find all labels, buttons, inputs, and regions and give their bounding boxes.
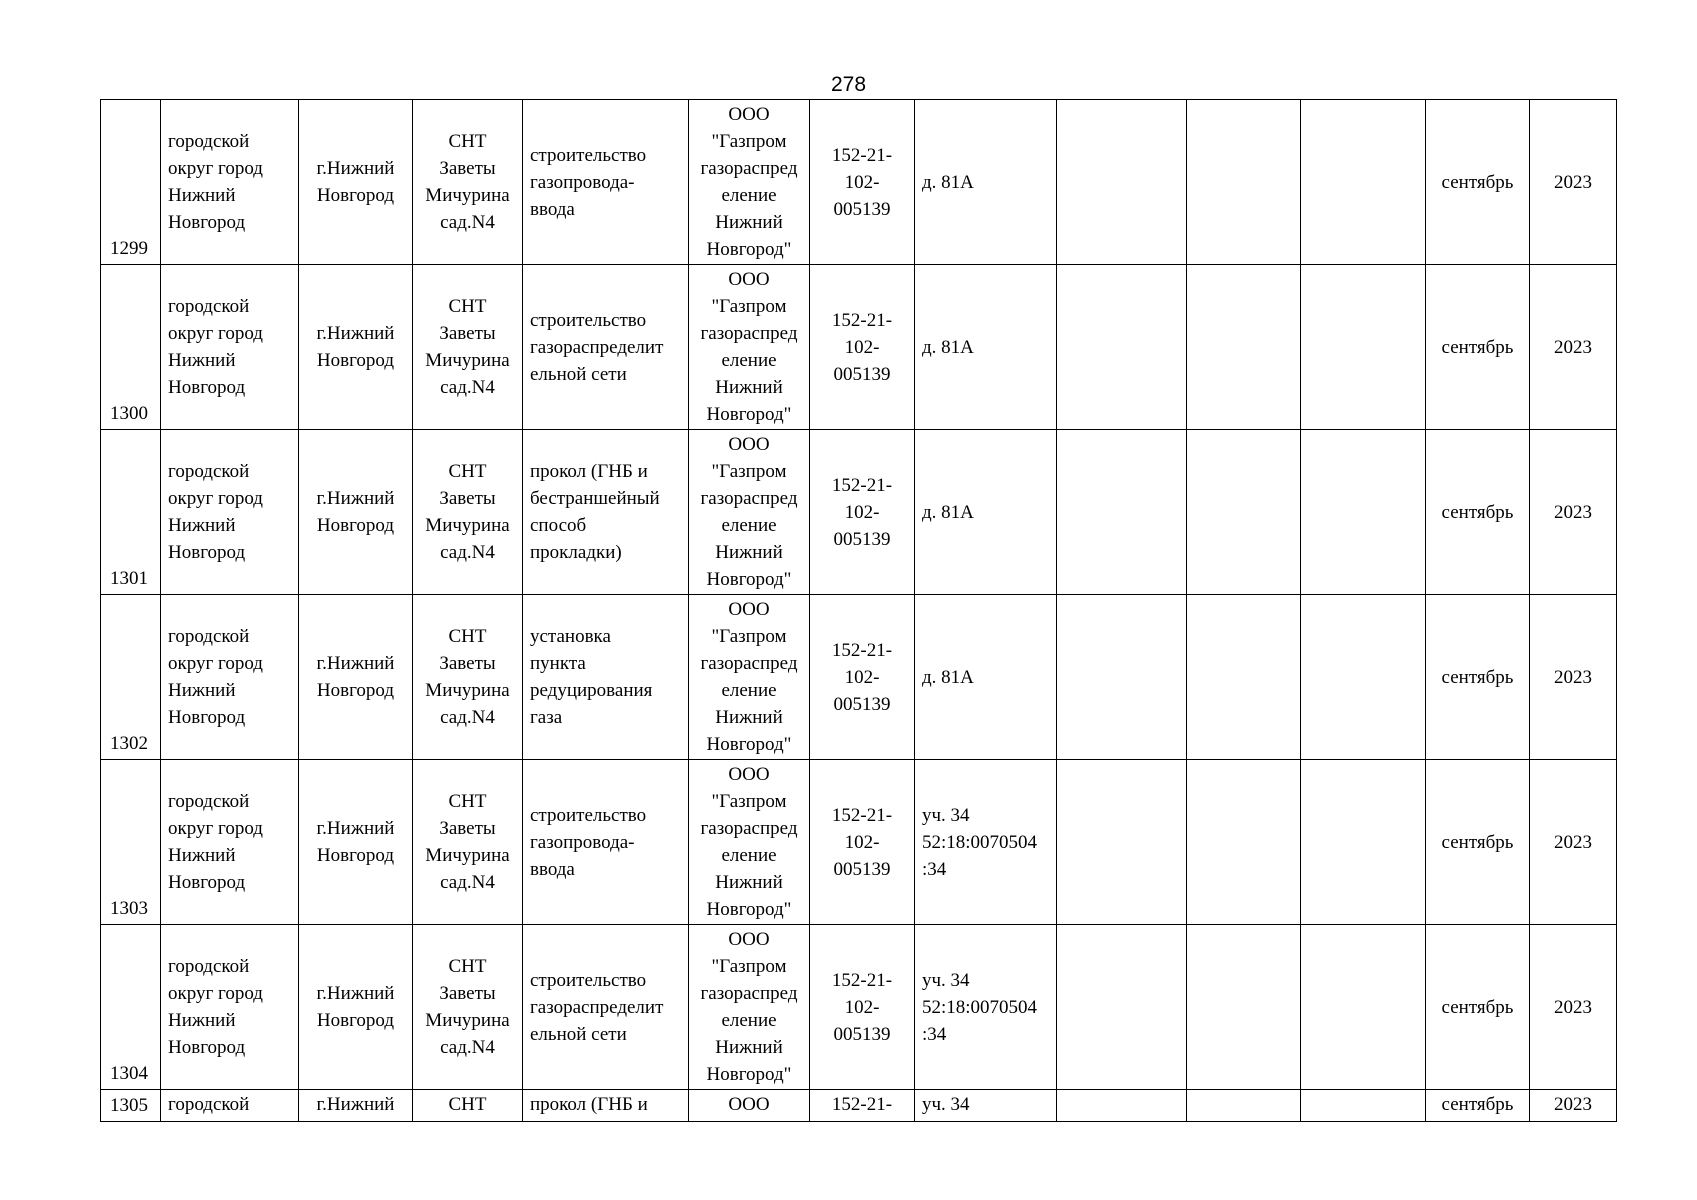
row-number-cell: 1304	[101, 925, 161, 1090]
empty-cell	[1187, 100, 1301, 265]
cell-text-line: Мичурина	[425, 845, 510, 866]
work-type-cell	[523, 595, 689, 760]
cell-text-line: ООО	[728, 764, 770, 785]
empty-cell	[1301, 100, 1426, 265]
cell-text-line: Заветы	[439, 983, 496, 1004]
cell-text-line: Заветы	[439, 818, 496, 839]
cell-text-line: Заветы	[439, 158, 496, 179]
municipality-cell	[161, 925, 299, 1090]
cell-text-line: г.Нижний	[316, 323, 395, 344]
cell-text-line: прокол (ГНБ и	[530, 461, 648, 482]
cell-text-line: газопровода-	[530, 831, 635, 853]
year-cell: 2023	[1530, 595, 1617, 760]
cell-text-line: Мичурина	[425, 350, 510, 371]
page-number: 278	[830, 73, 867, 96]
street-cell	[413, 100, 523, 265]
work-type-cell	[523, 760, 689, 925]
empty-cell	[1057, 760, 1187, 925]
cell-text-line: 152-21-	[831, 144, 893, 166]
year-cell: 2023	[1530, 1090, 1617, 1122]
table-row	[101, 1090, 1617, 1122]
row-number-cell: 1302	[101, 595, 161, 760]
cell-text-line: Новгород"	[706, 569, 792, 590]
cell-text-line: установка	[530, 626, 611, 647]
empty-cell	[1301, 595, 1426, 760]
empty-cell	[1187, 1090, 1301, 1122]
cell-text-line: еление	[721, 845, 777, 866]
municipality-cell	[161, 265, 299, 430]
cell-text-line: Новгород	[168, 542, 246, 563]
cell-text-line: Новгород	[316, 1010, 395, 1031]
registry-body	[101, 100, 1617, 1122]
street-cell	[413, 1090, 523, 1122]
row-number-cell: 1301	[101, 430, 161, 595]
cell-text-line: Нижний	[715, 1037, 783, 1058]
city-cell	[299, 595, 413, 760]
cell-text-line: Новгород"	[706, 734, 792, 755]
cell-text-line: СНТ	[448, 791, 487, 812]
table-row	[101, 265, 1617, 430]
empty-cell	[1187, 265, 1301, 430]
empty-cell	[1301, 430, 1426, 595]
cell-text-line: строительство	[530, 969, 647, 991]
cell-text-line: округ город	[168, 983, 263, 1004]
municipality-cell	[161, 430, 299, 595]
cell-text-line: городской	[168, 791, 250, 812]
address-cell	[915, 100, 1057, 265]
cell-text-line: 152-21-	[831, 639, 893, 661]
organization-cell	[689, 1090, 810, 1122]
cell-text-line: сад.N4	[440, 212, 495, 233]
empty-cell	[1301, 925, 1426, 1090]
cell-text-line: еление	[721, 515, 777, 536]
cell-text-line: Новгород	[168, 212, 246, 233]
cell-text-line: 52:18:0070504	[922, 831, 1038, 853]
street-cell	[413, 430, 523, 595]
cell-text-line: округ город	[168, 818, 263, 839]
cell-text-line: газопровода-	[530, 171, 635, 193]
cell-text-line: 102-	[844, 171, 880, 193]
organization-cell	[689, 100, 810, 265]
address-cell	[915, 760, 1057, 925]
cell-text-line: ООО	[728, 104, 770, 125]
cell-text-line: прокол (ГНБ и	[530, 1094, 648, 1115]
permit-number-cell	[810, 760, 915, 925]
cell-text-line: Нижний	[715, 542, 783, 563]
cell-text-line: "Газпром	[711, 296, 787, 317]
permit-number-cell	[810, 265, 915, 430]
year-cell: 2023	[1530, 430, 1617, 595]
cell-text-line: 52:18:0070504	[922, 996, 1038, 1018]
cell-text-line: городской	[168, 461, 250, 482]
empty-cell	[1057, 100, 1187, 265]
permit-number-cell	[810, 925, 915, 1090]
month-cell: сентябрь	[1426, 265, 1530, 430]
empty-cell	[1057, 925, 1187, 1090]
address-cell	[915, 1090, 1057, 1122]
cell-text-line: ООО	[728, 434, 770, 455]
address-cell	[915, 265, 1057, 430]
empty-cell	[1187, 430, 1301, 595]
cell-text-line: :34	[922, 1023, 947, 1045]
cell-text-line: Новгород	[168, 707, 246, 728]
cell-text-line: ввода	[530, 858, 575, 880]
cell-text-line: еление	[721, 185, 777, 206]
cell-text-line: городской	[168, 296, 250, 317]
year-cell: 2023	[1530, 265, 1617, 430]
cell-text-line: 102-	[844, 501, 880, 523]
empty-cell	[1057, 430, 1187, 595]
cell-text-line: сад.N4	[440, 1037, 495, 1058]
cell-text-line: Нижний	[168, 515, 236, 536]
cell-text-line: еление	[721, 1010, 777, 1031]
empty-cell	[1057, 1090, 1187, 1122]
table-row	[101, 100, 1617, 265]
cell-text-line: Нижний	[168, 1010, 236, 1031]
cell-text-line: "Газпром	[711, 791, 787, 812]
cell-text-line: д. 81А	[922, 336, 974, 358]
cell-text-line: 152-21-	[831, 309, 893, 331]
cell-text-line: газа	[530, 707, 563, 728]
cell-text-line: уч. 34	[922, 969, 970, 991]
cell-text-line: сад.N4	[440, 707, 495, 728]
cell-text-line: округ город	[168, 653, 263, 674]
cell-text-line: 102-	[844, 666, 880, 688]
municipality-cell	[161, 760, 299, 925]
cell-text-line: округ город	[168, 488, 263, 509]
cell-text-line: сад.N4	[440, 872, 495, 893]
cell-text-line: д. 81А	[922, 666, 974, 688]
street-cell	[413, 265, 523, 430]
cell-text-line: СНТ	[448, 1094, 487, 1115]
work-type-cell	[523, 430, 689, 595]
cell-text-line: сад.N4	[440, 542, 495, 563]
empty-cell	[1187, 760, 1301, 925]
cell-text-line: 102-	[844, 996, 880, 1018]
cell-text-line: газораспред	[700, 323, 798, 344]
registry-table	[100, 99, 1617, 1122]
empty-cell	[1057, 265, 1187, 430]
cell-text-line: :34	[922, 858, 947, 880]
cell-text-line: Новгород	[316, 185, 395, 206]
year-cell: 2023	[1530, 760, 1617, 925]
row-number-cell: 1303	[101, 760, 161, 925]
cell-text-line: газораспред	[700, 488, 798, 509]
cell-text-line: Нижний	[715, 707, 783, 728]
cell-text-line: 102-	[844, 831, 880, 853]
street-cell	[413, 925, 523, 1090]
cell-text-line: Новгород"	[706, 404, 792, 425]
cell-text-line: газораспред	[700, 983, 798, 1004]
cell-text-line: Новгород	[316, 845, 395, 866]
cell-text-line: 005139	[833, 363, 891, 385]
cell-text-line: прокладки)	[530, 542, 622, 563]
cell-text-line: 102-	[844, 336, 880, 358]
month-cell: сентябрь	[1426, 595, 1530, 760]
cell-text-line: "Газпром	[711, 956, 787, 977]
city-cell	[299, 1090, 413, 1122]
cell-text-line: г.Нижний	[316, 983, 395, 1004]
cell-text-line: газораспределит	[530, 336, 664, 358]
municipality-cell	[161, 595, 299, 760]
cell-text-line: Новгород"	[706, 1064, 792, 1085]
table-row	[101, 925, 1617, 1090]
empty-cell	[1187, 595, 1301, 760]
cell-text-line: г.Нижний	[316, 1094, 395, 1115]
cell-text-line: Мичурина	[425, 515, 510, 536]
cell-text-line: Мичурина	[425, 185, 510, 206]
cell-text-line: округ город	[168, 323, 263, 344]
cell-text-line: 005139	[833, 528, 891, 550]
cell-text-line: еление	[721, 680, 777, 701]
cell-text-line: уч. 34	[922, 804, 970, 826]
city-cell	[299, 265, 413, 430]
cell-text-line: газораспределит	[530, 996, 664, 1018]
organization-cell	[689, 760, 810, 925]
work-type-cell	[523, 925, 689, 1090]
cell-text-line: округ город	[168, 158, 263, 179]
month-cell: сентябрь	[1426, 760, 1530, 925]
cell-text-line: еление	[721, 350, 777, 371]
empty-cell	[1301, 1090, 1426, 1122]
cell-text-line: Новгород	[168, 872, 246, 893]
cell-text-line: д. 81А	[922, 501, 974, 523]
cell-text-line: ООО	[728, 599, 770, 620]
city-cell	[299, 100, 413, 265]
cell-text-line: городской	[168, 956, 250, 977]
city-cell	[299, 760, 413, 925]
cell-text-line: 152-21-	[831, 969, 893, 991]
cell-text-line: сад.N4	[440, 377, 495, 398]
cell-text-line: СНТ	[448, 131, 487, 152]
work-type-cell	[523, 100, 689, 265]
cell-text-line: 152-21-	[831, 474, 893, 496]
cell-text-line: "Газпром	[711, 131, 787, 152]
cell-text-line: строительство	[530, 309, 647, 331]
municipality-cell	[161, 100, 299, 265]
cell-text-line: ельной сети	[530, 1023, 627, 1045]
cell-text-line: 005139	[833, 693, 891, 715]
month-cell: сентябрь	[1426, 1090, 1530, 1122]
row-number-cell: 1305	[101, 1090, 161, 1122]
cell-text-line: СНТ	[448, 296, 487, 317]
table-row	[101, 760, 1617, 925]
cell-text-line: 005139	[833, 858, 891, 880]
cell-text-line: Заветы	[439, 323, 496, 344]
cell-text-line: Мичурина	[425, 680, 510, 701]
cell-text-line: газораспред	[700, 818, 798, 839]
cell-text-line: Нижний	[168, 185, 236, 206]
cell-text-line: СНТ	[448, 626, 487, 647]
cell-text-line: Новгород	[316, 680, 395, 701]
cell-text-line: Мичурина	[425, 1010, 510, 1031]
table-row	[101, 595, 1617, 760]
table-row	[101, 430, 1617, 595]
cell-text-line: "Газпром	[711, 461, 787, 482]
cell-text-line: ООО	[728, 269, 770, 290]
organization-cell	[689, 595, 810, 760]
cell-text-line: городской	[168, 626, 250, 647]
organization-cell	[689, 430, 810, 595]
cell-text-line: Нижний	[715, 212, 783, 233]
empty-cell	[1187, 925, 1301, 1090]
cell-text-line: СНТ	[448, 956, 487, 977]
cell-text-line: способ	[530, 515, 587, 536]
cell-text-line: Новгород	[316, 350, 395, 371]
cell-text-line: г.Нижний	[316, 818, 395, 839]
cell-text-line: СНТ	[448, 461, 487, 482]
empty-cell	[1057, 595, 1187, 760]
address-cell	[915, 430, 1057, 595]
city-cell	[299, 925, 413, 1090]
empty-cell	[1301, 760, 1426, 925]
month-cell: сентябрь	[1426, 100, 1530, 265]
cell-text-line: ООО	[728, 1094, 770, 1115]
row-number-cell: 1300	[101, 265, 161, 430]
cell-text-line: строительство	[530, 144, 647, 166]
work-type-cell	[523, 1090, 689, 1122]
cell-text-line: городской	[168, 1094, 250, 1115]
row-number-cell: 1299	[101, 100, 161, 265]
cell-text-line: Нижний	[168, 350, 236, 371]
permit-number-cell	[810, 100, 915, 265]
month-cell: сентябрь	[1426, 430, 1530, 595]
cell-text-line: д. 81А	[922, 171, 974, 193]
empty-cell	[1301, 265, 1426, 430]
cell-text-line: г.Нижний	[316, 488, 395, 509]
address-cell	[915, 925, 1057, 1090]
cell-text-line: Новгород	[168, 377, 246, 398]
cell-text-line: городской	[168, 131, 250, 152]
organization-cell	[689, 925, 810, 1090]
cell-text-line: Новгород	[168, 1037, 246, 1058]
year-cell: 2023	[1530, 925, 1617, 1090]
cell-text-line: "Газпром	[711, 626, 787, 647]
year-cell: 2023	[1530, 100, 1617, 265]
cell-text-line: Новгород"	[706, 239, 792, 260]
cell-text-line: Заветы	[439, 488, 496, 509]
permit-number-cell	[810, 430, 915, 595]
cell-text-line: 005139	[833, 198, 891, 220]
cell-text-line: редуцирования	[530, 680, 653, 701]
municipality-cell	[161, 1090, 299, 1122]
work-type-cell	[523, 265, 689, 430]
cell-text-line: 152-21-	[831, 1094, 893, 1115]
cell-text-line: Новгород	[316, 515, 395, 536]
cell-text-line: ельной сети	[530, 363, 627, 385]
cell-text-line: бестраншейный	[530, 488, 660, 509]
cell-text-line: строительство	[530, 804, 647, 826]
cell-text-line: г.Нижний	[316, 158, 395, 179]
cell-text-line: ввода	[530, 198, 575, 220]
cell-text-line: газораспред	[700, 158, 798, 179]
permit-number-cell	[810, 1090, 915, 1122]
city-cell	[299, 430, 413, 595]
cell-text-line: Нижний	[168, 680, 236, 701]
cell-text-line: г.Нижний	[316, 653, 395, 674]
month-cell: сентябрь	[1426, 925, 1530, 1090]
cell-text-line: 005139	[833, 1023, 891, 1045]
cell-text-line: Заветы	[439, 653, 496, 674]
cell-text-line: уч. 34	[922, 1094, 970, 1115]
street-cell	[413, 595, 523, 760]
cell-text-line: Нижний	[715, 872, 783, 893]
cell-text-line: пункта	[530, 653, 586, 674]
address-cell	[915, 595, 1057, 760]
cell-text-line: ООО	[728, 929, 770, 950]
street-cell	[413, 760, 523, 925]
organization-cell	[689, 265, 810, 430]
cell-text-line: 152-21-	[831, 804, 893, 826]
cell-text-line: газораспред	[700, 653, 798, 674]
cell-text-line: Нижний	[715, 377, 783, 398]
permit-number-cell	[810, 595, 915, 760]
cell-text-line: Нижний	[168, 845, 236, 866]
cell-text-line: Новгород"	[706, 899, 792, 920]
